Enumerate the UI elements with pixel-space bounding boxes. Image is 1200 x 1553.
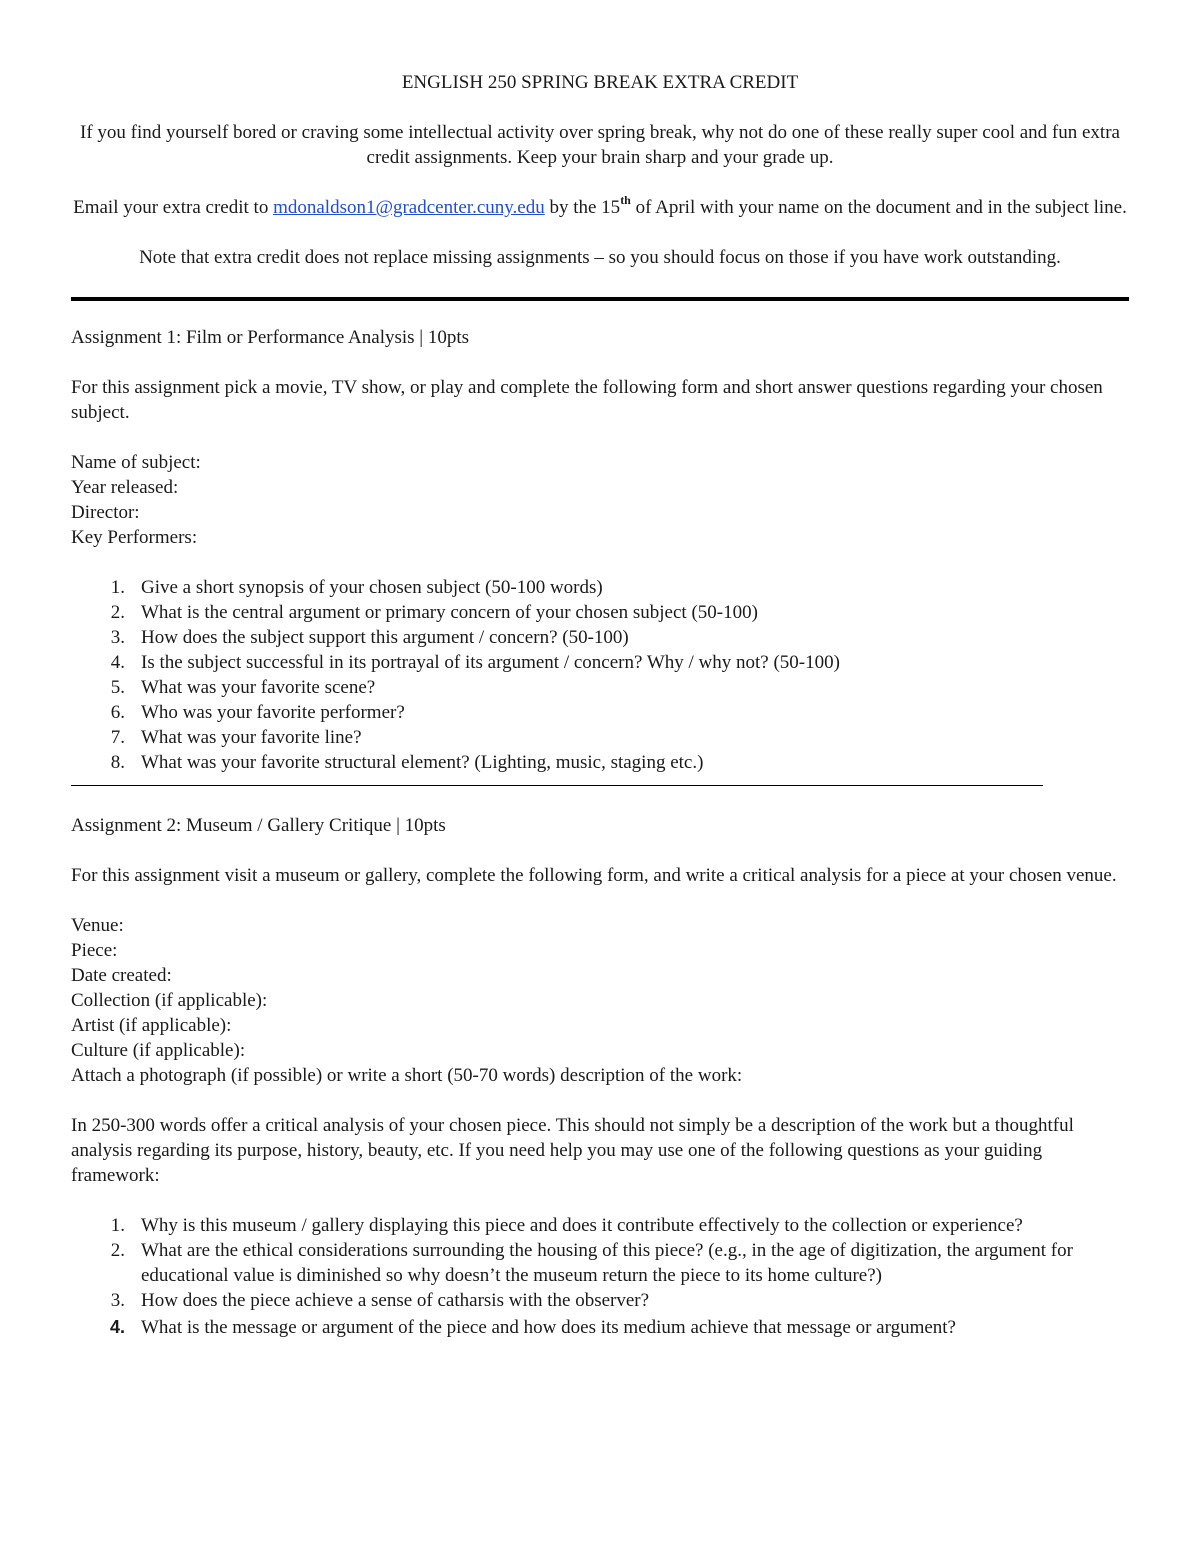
list-number: 5. xyxy=(110,677,125,698)
note-paragraph: Note that extra credit does not replace missing assignments – so you should focus on those if you have work outstanding. xyxy=(139,247,1061,268)
form-field: Name of subject: xyxy=(71,452,201,473)
form-field: Artist (if applicable): xyxy=(71,1015,232,1036)
email-superscript: th xyxy=(620,192,631,207)
list-number: 4. xyxy=(110,652,125,673)
assignment2-description: For this assignment visit a museum or gallery, complete the following form, and write a critical analysis for a piece at your chosen venue. xyxy=(71,865,1117,886)
form-field: Culture (if applicable): xyxy=(71,1040,246,1061)
form-field: Director: xyxy=(71,502,140,523)
email-suffix: of April with your name on the document and in the subject line. xyxy=(635,197,1127,218)
list-item xyxy=(71,1288,1129,1313)
assignment1-description: For this assignment pick a movie, TV show, or play and complete the following form and short answer questions regarding your chosen subject. xyxy=(71,377,1103,423)
list-text: What was your favorite structural element? (Lighting, music, staging etc.) xyxy=(141,752,704,773)
list-item xyxy=(71,1315,1129,1340)
list-number: 1. xyxy=(110,577,125,598)
section-divider-thin xyxy=(71,785,1043,786)
document-page xyxy=(71,70,1129,1340)
form-field: Piece: xyxy=(71,940,118,961)
assignment1-questions xyxy=(71,575,1129,775)
list-text: How does the piece achieve a sense of catharsis with the observer? xyxy=(141,1290,650,1311)
form-field: Date created: xyxy=(71,965,172,986)
assignment1-form xyxy=(71,450,1129,550)
analysis-prompt: In 250-300 words offer a critical analysis of your chosen piece. This should not simply be a description of the work but a thoughtful analysis regarding its purpose, history, beauty, etc. If you need help you may use one of the following questions as your guiding framework: xyxy=(71,1115,1074,1186)
list-number: 3. xyxy=(110,1290,125,1311)
list-text: What was your favorite line? xyxy=(141,727,362,748)
list-number: 2. xyxy=(110,602,125,623)
intro-paragraph: If you find yourself bored or craving some intellectual activity over spring break, why not do one of these really super cool and fun extra credit assignments. Keep your brain sharp and your grade up. xyxy=(80,122,1120,168)
list-item xyxy=(71,675,1129,700)
section-divider-thick xyxy=(71,297,1129,301)
assignment2-questions xyxy=(71,1213,1129,1340)
list-number: 4. xyxy=(109,1317,125,1337)
list-text: Is the subject successful in its portrayal of its argument / concern? Why / why not? (50-100) xyxy=(141,652,840,673)
list-item xyxy=(71,700,1129,725)
list-item xyxy=(71,1238,1129,1288)
list-item xyxy=(71,1213,1129,1238)
assignment2-form xyxy=(71,913,1129,1088)
email-link[interactable]: mdonaldson1@gradcenter.cuny.edu xyxy=(273,197,545,218)
list-number: 8. xyxy=(110,752,125,773)
list-text: What is the central argument or primary concern of your chosen subject (50-100) xyxy=(141,602,758,623)
form-field: Venue: xyxy=(71,915,124,936)
form-field: Year released: xyxy=(71,477,179,498)
list-item xyxy=(71,600,1129,625)
list-item xyxy=(71,650,1129,675)
list-number: 3. xyxy=(110,627,125,648)
list-number: 6. xyxy=(110,702,125,723)
assignment2-heading: Assignment 2: Museum / Gallery Critique | 10pts xyxy=(71,815,446,836)
list-text: Why is this museum / gallery displaying this piece and does it contribute effectively to the collection or experience? xyxy=(141,1215,1023,1236)
email-instructions xyxy=(71,192,1129,220)
list-item xyxy=(71,625,1129,650)
form-field: Collection (if applicable): xyxy=(71,990,268,1011)
list-text: What is the message or argument of the piece and how does its medium achieve that message or argument? xyxy=(141,1317,956,1338)
list-text: What are the ethical considerations surrounding the housing of this piece? (e.g., in the age of digitization, the argument for educational value is diminished so why doesn’t the museum return the piece to its home culture?) xyxy=(141,1240,1073,1286)
email-mid: by the 15 xyxy=(549,197,621,218)
list-item xyxy=(71,575,1129,600)
assignment1-heading: Assignment 1: Film or Performance Analysis | 10pts xyxy=(71,327,470,348)
list-text: Who was your favorite performer? xyxy=(141,702,405,723)
form-field: Key Performers: xyxy=(71,527,198,548)
list-text: What was your favorite scene? xyxy=(141,677,376,698)
list-text: Give a short synopsis of your chosen subject (50-100 words) xyxy=(141,577,603,598)
list-number: 2. xyxy=(110,1240,125,1261)
list-number: 1. xyxy=(110,1215,125,1236)
email-prefix: Email your extra credit to xyxy=(73,197,269,218)
document-title: ENGLISH 250 SPRING BREAK EXTRA CREDIT xyxy=(401,72,799,93)
form-field: Attach a photograph (if possible) or write a short (50-70 words) description of the work: xyxy=(71,1065,743,1086)
list-text: How does the subject support this argument / concern? (50-100) xyxy=(141,627,629,648)
list-item xyxy=(71,725,1129,750)
list-item xyxy=(71,750,1129,775)
list-number: 7. xyxy=(110,727,125,748)
